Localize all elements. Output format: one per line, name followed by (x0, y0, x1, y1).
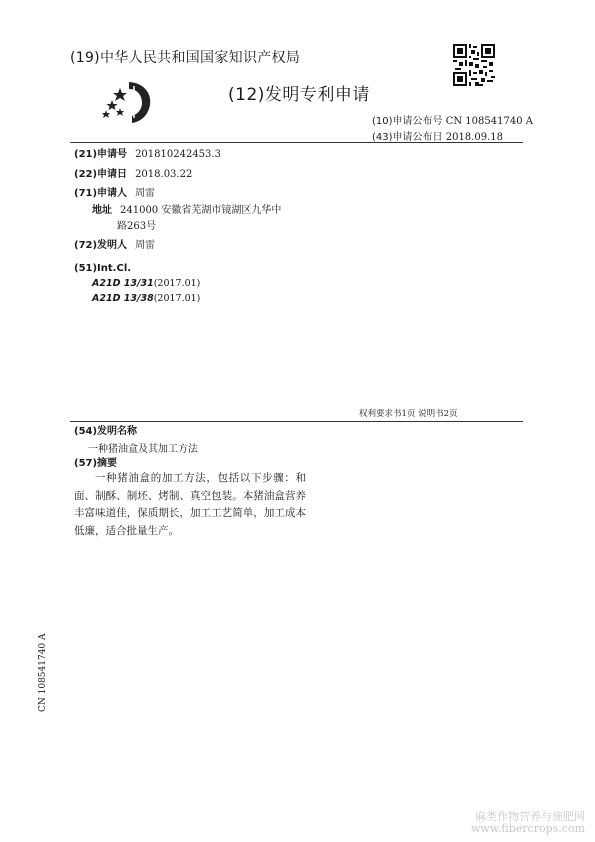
publication-number-row (372, 112, 533, 127)
applicant-label: (71)申请人 (74, 188, 128, 199)
ipc-entry (92, 278, 200, 289)
publication-date-row (372, 128, 503, 143)
cnipa-emblem-icon (98, 78, 160, 124)
publication-number-label: (10)申请公布号 (372, 116, 443, 127)
abstract-text: 一种猪油盒的加工方法，包括以下步骤：和面、制酥、制坯、烤制、真空包装。本猪油盒营养丰富味道佳，保质期长，加工工艺简单，加工成本低廉，适合批量生产。 (74, 472, 306, 537)
application-date-label: (22)申请日 (74, 169, 128, 180)
ipc-code: A21D 13/38 (92, 293, 154, 304)
office-name: (19)中华人民共和国国家知识产权局 (70, 50, 301, 66)
ipc-code: A21D 13/31 (92, 278, 154, 289)
watermark-site-name: 麻类作物营养与施肥网 (475, 810, 585, 823)
page-count-info: 权利要求书1页 说明书2页 (359, 409, 458, 419)
abstract-label: (57)摘要 (74, 458, 118, 469)
qr-code-icon (453, 44, 495, 86)
inventor-label: (72)发明人 (74, 240, 128, 251)
address-line-2: 路263号 (117, 221, 157, 232)
application-number-value: 201810242453.3 (135, 149, 221, 160)
invention-title-heading (74, 425, 137, 438)
application-number-label: (21)申请号 (74, 149, 128, 160)
inventor-row (74, 239, 155, 252)
ipc-version: (2017.01) (153, 293, 201, 304)
publication-date-label: (43)申请公布日 (372, 132, 443, 143)
ipc-version: (2017.01) (153, 278, 201, 289)
intcl-label: (51)Int.Cl. (74, 263, 132, 274)
applicant-row (74, 187, 155, 200)
ipc-entry (92, 293, 200, 304)
abstract-divider (70, 421, 523, 422)
inventor-value: 周雷 (135, 240, 156, 251)
header-divider (70, 142, 523, 143)
address-continuation-row (117, 220, 156, 233)
publication-date-value: 2018.09.18 (445, 132, 503, 143)
publication-number-value: CN 108541740 A (445, 116, 533, 127)
abstract-heading (74, 457, 117, 470)
intcl-row (74, 262, 131, 275)
application-date-value: 2018.03.22 (135, 169, 193, 180)
applicant-value: 周雷 (135, 188, 156, 199)
watermark-url: www.fibercrops.com (470, 822, 585, 835)
side-publication-code: CN 108541740 A (38, 633, 48, 712)
invention-title-label: (54)发明名称 (74, 426, 138, 437)
document-type: (12)发明专利申请 (228, 85, 370, 105)
address-line-1: 241000 安徽省芜湖市镜湖区九华中 (120, 205, 282, 216)
application-number-row (74, 148, 221, 161)
address-row (92, 204, 281, 217)
address-label: 地址 (92, 205, 112, 216)
invention-title: 一种猪油盒及其加工方法 (88, 444, 198, 455)
application-date-row (74, 168, 192, 181)
